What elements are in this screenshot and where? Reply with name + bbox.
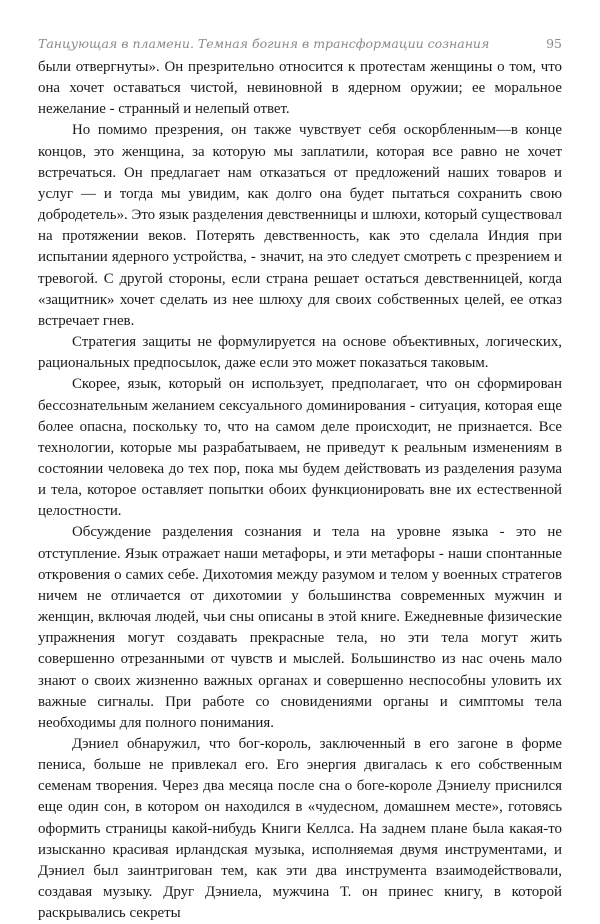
paragraph: Дэниел обнаружил, что бог-король, заключенный в его загоне в форме пениса, больше не привлекал его. Его энергия двигалась к его собственным семенам творения. Через два месяца после сна о боге-короле Дэниелу приснился еще один сон, в котором он находился в «чудесном, домашнем месте», готовясь оформить страницы какой-нибудь Книги Келлса. На заднем плане была какая-то изысканно красивая ирландская музыка, исполняемая двумя инструментами, и Дэниел был заинтригован тем, как эти два инструмента взаимодействовали, создавая музыку. Друг Дэниела, мужчина Т. он принес книгу, в которой раскрывались секреты: [38, 736, 562, 922]
running-title: Танцующая в пламени. Темная богиня в трансформации сознания: [38, 36, 490, 51]
paragraph: Скорее, язык, который он использует, предполагает, что он сформирован бессознательным желанием сексуального доминирования - ситуация, которая еще более опасна, поскольку то, что на самом деле происходит, не признается. Все технологии, которые мы разрабатываем, не приведут к реальным изменениям в состоянии человека до тех пор, пока мы будем действовать из разделения разума и тела, которое оставляет попытки обоих функционировать вне их естественной целостности.: [38, 376, 562, 520]
paragraph: Обсуждение разделения сознания и тела на уровне языка - это не отступление. Язык отражает наши метафоры, и эти метафоры - наши спонтанные откровения о самих себе. Дихотомия между разумом и телом у военных стратегов ничем не отличается от дихотомии у большинства современных мужчин и женщин, включая людей, чьи сны описаны в этой книге. Ежедневные физические упражнения могут создавать прекрасные тела, но эти тела могут жить совершенно отрезанными от чувств и мыслей. Большинство из нас очень мало знают о своих жизненно важных органах и совершенно неспособны уловить их важные сигналы. При работе со сновидениями органы и симптомы тела необходимы для полного понимания.: [38, 524, 562, 731]
body-text: [38, 57, 562, 924]
running-header: [38, 36, 562, 54]
paragraph: Но помимо презрения, он также чувствует себя оскорбленным—в конце концов, это женщина, за которую мы заплатили, которая все равно не хочет встречаться. Он предлагает нам отказаться от предложений наших товаров и услуг — и тогда мы увидим, как долго она будет пытаться сохранить свою добродетель». Это язык разделения девственницы и шлюхи, который существовал на протяжении веков. Потерять девственность, как это сделала Индия при испытании ядерного устройства, - значит, на это следует смотреть с презрением и тревогой. С другой стороны, если страна решает остаться девственницей, когда «защитник» хочет сделать из нее шлюху для своих собственных целей, ее отказ встречает гнев.: [38, 122, 562, 329]
paragraph-continued: были отвергнуты». Он презрительно относится к протестам женщины о том, что она хочет оставаться чистой, невиновной в ядерном оружии; ее моральное нежелание - странный и нелепый ответ.: [38, 59, 562, 118]
page-number: 95: [546, 36, 562, 51]
paragraph: Стратегия защиты не формулируется на основе объективных, логических, рациональных предпосылок, даже если это может показаться таковым.: [38, 334, 562, 372]
